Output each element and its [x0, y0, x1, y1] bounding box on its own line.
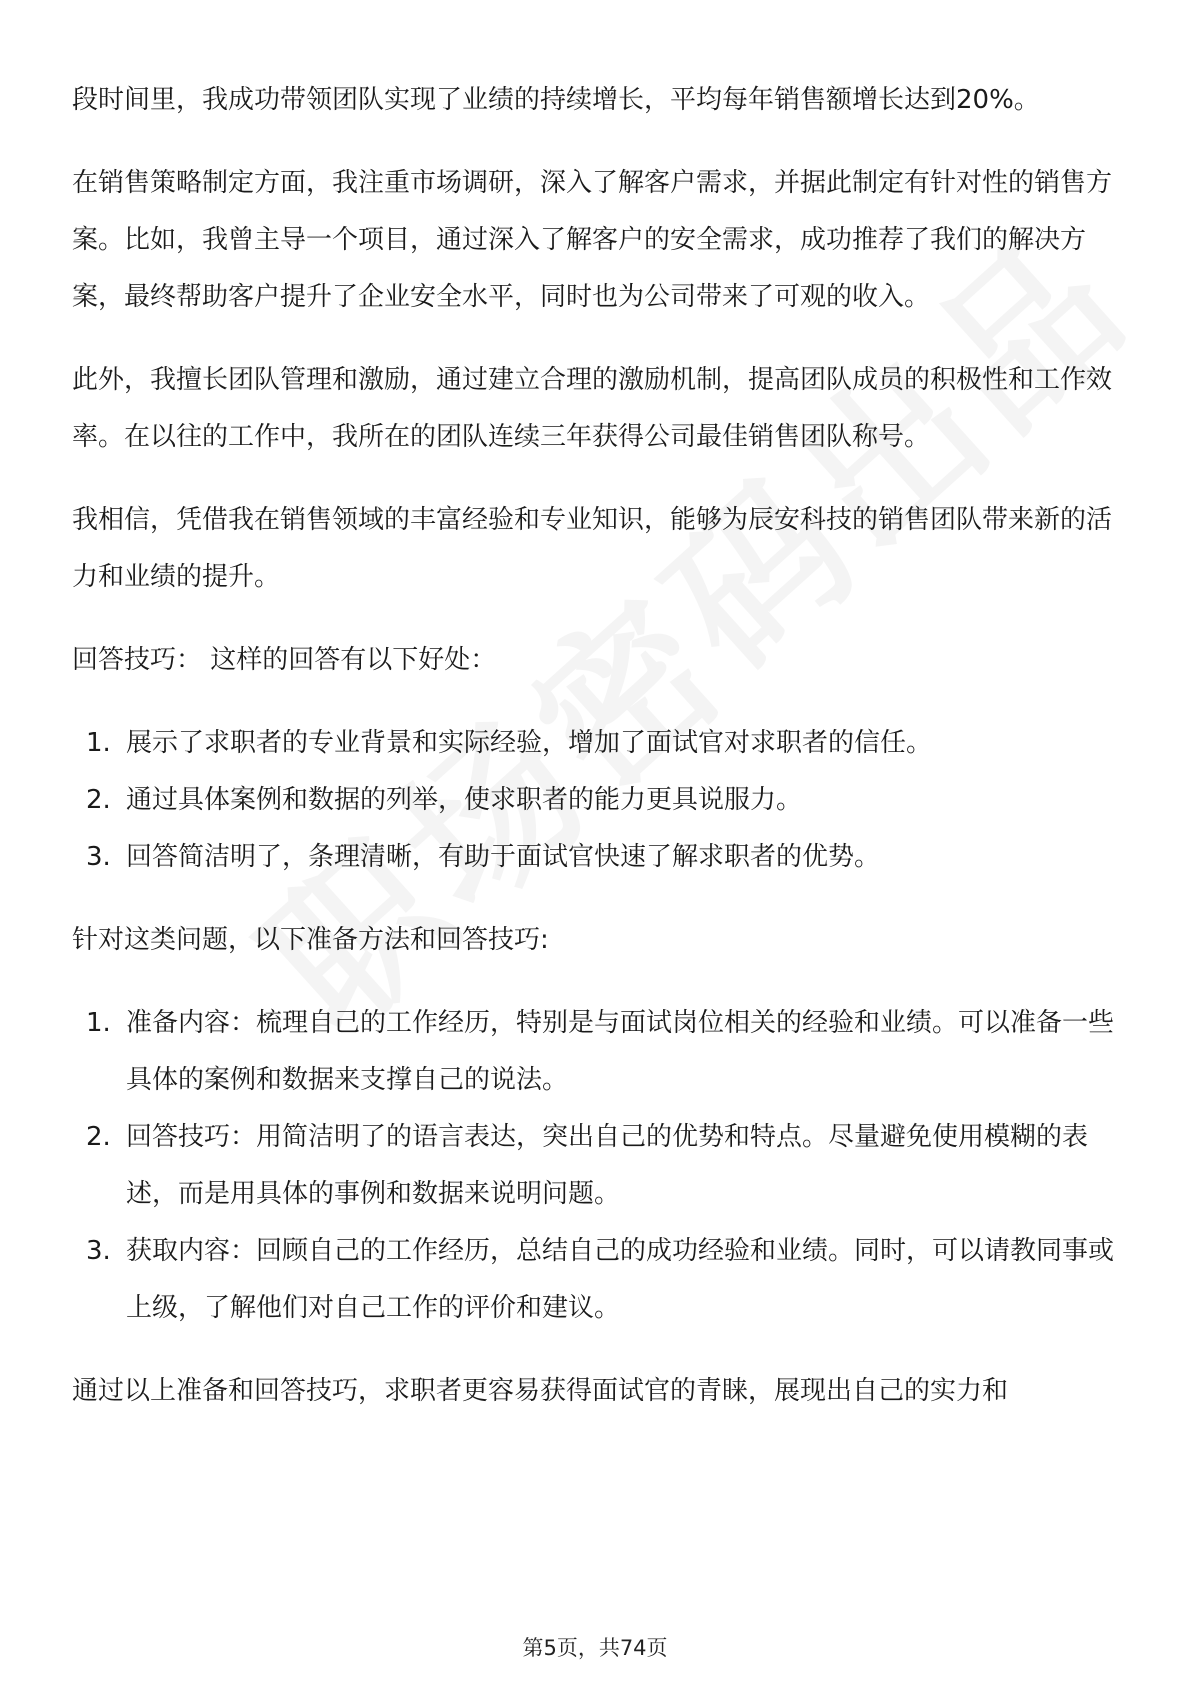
paragraph-1: 段时间里，我成功带领团队实现了业绩的持续增长，平均每年销售额增长达到20%。: [72, 85, 1040, 115]
list-item: [72, 829, 1122, 886]
paragraph-2: 在销售策略制定方面，我注重市场调研，深入了解客户需求，并据此制定有针对性的销售方案。比如，我曾主导一个项目，通过深入了解客户的安全需求，成功推荐了我们的解决方案，最终帮助客户提升了企业安全水平，同时也为公司带来了可观的收入。: [72, 168, 1113, 312]
list-number: 2.: [86, 1122, 111, 1152]
tips-list: [72, 715, 1122, 886]
list-text: 展示了求职者的专业背景和实际经验，增加了面试官对求职者的信任。: [126, 728, 933, 758]
paragraph-4: 我相信，凭借我在销售领域的丰富经验和专业知识，能够为辰安科技的销售团队带来新的活力和业绩的提升。: [72, 505, 1113, 592]
tips-intro: 回答技巧： 这样的回答有以下好处：: [72, 645, 497, 675]
list-item: [72, 772, 1122, 829]
prep-intro: 针对这类问题，以下准备方法和回答技巧:: [72, 925, 549, 955]
list-text: 回答技巧：用简洁明了的语言表达，突出自己的优势和特点。尽量避免使用模糊的表述，而是用具体的事例和数据来说明问题。: [126, 1122, 1089, 1209]
list-number: 1.: [86, 1008, 111, 1038]
paragraph-3: 此外，我擅长团队管理和激励，通过建立合理的激励机制，提高团队成员的积极性和工作效率。在以往的工作中，我所在的团队连续三年获得公司最佳销售团队称号。: [72, 365, 1113, 452]
list-text: 获取内容：回顾自己的工作经历，总结自己的成功经验和业绩。同时，可以请教同事或上级，了解他们对自己工作的评价和建议。: [126, 1236, 1115, 1323]
page-content: [72, 72, 1122, 1446]
list-item: [72, 995, 1122, 1109]
page-number: 第5页，共74页: [522, 1636, 668, 1660]
list-number: 2.: [86, 785, 111, 815]
list-number: 3.: [86, 1236, 111, 1266]
list-text: 通过具体案例和数据的列举，使求职者的能力更具说服力。: [126, 785, 803, 815]
list-item: [72, 715, 1122, 772]
list-number: 1.: [86, 728, 111, 758]
list-text: 回答简洁明了，条理清晰，有助于面试官快速了解求职者的优势。: [126, 842, 881, 872]
list-number: 3.: [86, 842, 111, 872]
list-text: 准备内容：梳理自己的工作经历，特别是与面试岗位相关的经验和业绩。可以准备一些具体的案例和数据来支撑自己的说法。: [126, 1008, 1115, 1095]
closing-paragraph: 通过以上准备和回答技巧，求职者更容易获得面试官的青睐，展现出自己的实力和: [72, 1376, 1009, 1406]
list-item: [72, 1223, 1122, 1337]
prep-list: [72, 995, 1122, 1337]
list-item: [72, 1109, 1122, 1223]
